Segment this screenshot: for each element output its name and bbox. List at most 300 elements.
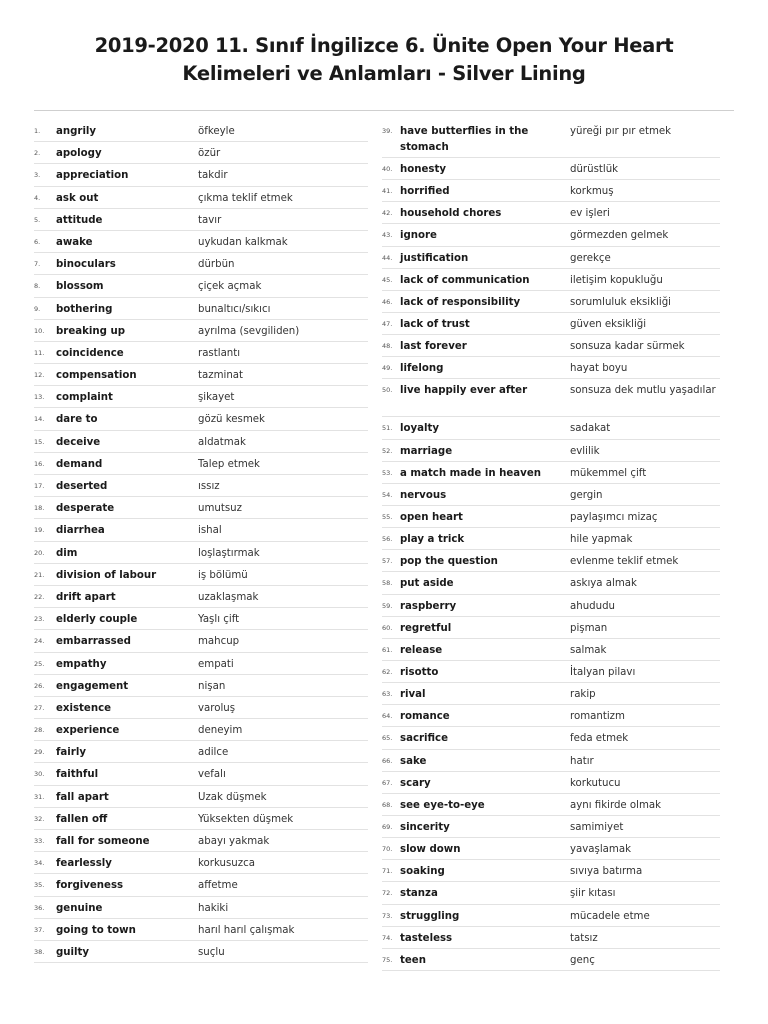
turkish-meaning: uzaklaşmak bbox=[198, 591, 259, 603]
english-word: scary bbox=[400, 777, 431, 789]
vocab-row bbox=[34, 164, 368, 186]
turkish-meaning: Talep etmek bbox=[198, 458, 260, 470]
turkish-meaning: uykudan kalkmak bbox=[198, 236, 288, 248]
english-word: lack of communication bbox=[400, 274, 530, 286]
turkish-meaning: dürbün bbox=[198, 259, 235, 271]
turkish-meaning: Yüksekten düşmek bbox=[198, 813, 294, 825]
vocab-row bbox=[34, 786, 368, 808]
row-number: 51. bbox=[382, 424, 393, 433]
english-word: genuine bbox=[56, 902, 103, 914]
vocab-row bbox=[382, 247, 720, 269]
vocab-row bbox=[382, 462, 720, 484]
row-number: 29. bbox=[34, 748, 45, 757]
vocab-row bbox=[382, 905, 720, 927]
turkish-meaning: ishal bbox=[198, 525, 222, 537]
row-number: 16. bbox=[34, 459, 45, 468]
vocab-row bbox=[382, 727, 720, 749]
turkish-meaning: umutsuz bbox=[198, 503, 242, 515]
vocab-row bbox=[382, 506, 720, 528]
vocab-row bbox=[34, 564, 368, 586]
english-word: bothering bbox=[56, 303, 113, 315]
turkish-meaning: harıl harıl çalışmak bbox=[198, 924, 295, 936]
english-word: fall for someone bbox=[56, 836, 150, 847]
turkish-meaning: sıvıya batırma bbox=[570, 866, 643, 878]
row-number: 20. bbox=[34, 548, 45, 557]
vocab-row bbox=[382, 528, 720, 550]
row-number: 64. bbox=[382, 712, 393, 721]
turkish-meaning: rastlantı bbox=[198, 347, 241, 359]
english-word: honesty bbox=[400, 164, 446, 175]
english-word: binoculars bbox=[56, 259, 116, 271]
turkish-meaning: varoluş bbox=[198, 702, 236, 714]
vocab-row bbox=[34, 497, 368, 519]
row-number: 36. bbox=[34, 903, 45, 912]
turkish-meaning: abayı yakmak bbox=[198, 836, 270, 847]
turkish-meaning: mücadele etme bbox=[570, 910, 650, 922]
row-number: 21. bbox=[34, 570, 45, 579]
vocab-row bbox=[34, 675, 368, 697]
turkish-meaning: salmak bbox=[570, 644, 607, 656]
turkish-meaning: sonsuza kadar sürmek bbox=[570, 341, 685, 353]
english-word: last forever bbox=[400, 341, 467, 353]
turkish-meaning: pişman bbox=[570, 622, 608, 634]
english-word: rival bbox=[400, 689, 426, 701]
vocab-row bbox=[382, 291, 720, 313]
turkish-meaning: mükemmel çift bbox=[570, 467, 647, 479]
turkish-meaning: korkusuzca bbox=[198, 858, 255, 870]
row-number: 31. bbox=[34, 792, 45, 801]
turkish-meaning: affetme bbox=[198, 880, 238, 892]
title-divider bbox=[34, 110, 734, 111]
vocab-row bbox=[382, 816, 720, 838]
turkish-meaning: korkutucu bbox=[570, 777, 621, 789]
english-word: drift apart bbox=[56, 591, 116, 603]
turkish-meaning: korkmuş bbox=[570, 186, 614, 198]
row-number: 19. bbox=[34, 526, 45, 535]
turkish-meaning: aynı fikirde olmak bbox=[570, 799, 662, 811]
turkish-meaning: İtalyan pilavı bbox=[570, 666, 636, 678]
vocab-row bbox=[382, 440, 720, 462]
turkish-meaning: hile yapmak bbox=[570, 534, 633, 546]
english-word: going to town bbox=[56, 924, 136, 936]
english-word: embarrassed bbox=[56, 636, 131, 648]
english-word: lack of trust bbox=[400, 318, 470, 330]
english-word: raspberry bbox=[400, 600, 457, 612]
turkish-meaning: tatsız bbox=[570, 932, 598, 944]
row-number: 53. bbox=[382, 468, 393, 477]
row-number: 70. bbox=[382, 845, 393, 854]
row-number: 58. bbox=[382, 579, 393, 588]
vocab-row bbox=[382, 357, 720, 379]
english-word: nervous bbox=[400, 489, 447, 501]
turkish-meaning: bunaltıcı/sıkıcı bbox=[198, 303, 271, 315]
row-number: 55. bbox=[382, 512, 393, 521]
row-number: 65. bbox=[382, 734, 393, 743]
english-word: justification bbox=[400, 252, 469, 264]
row-number: 14. bbox=[34, 415, 45, 424]
row-number: 61. bbox=[382, 645, 393, 654]
vocab-row bbox=[34, 808, 368, 830]
row-number: 43. bbox=[382, 231, 393, 240]
english-word: fairly bbox=[56, 747, 86, 759]
turkish-meaning: güven eksikliği bbox=[570, 318, 647, 330]
turkish-meaning: görmezden gelmek bbox=[570, 230, 669, 242]
vocab-row bbox=[382, 882, 720, 904]
vocab-row bbox=[382, 683, 720, 705]
turkish-meaning: vefalı bbox=[198, 769, 226, 781]
vocab-row bbox=[382, 639, 720, 661]
english-word: open heart bbox=[400, 511, 463, 523]
row-number: 34. bbox=[34, 859, 45, 868]
english-word: deceive bbox=[56, 436, 101, 448]
vocab-row bbox=[382, 750, 720, 772]
turkish-meaning: gözü kesmek bbox=[198, 414, 265, 426]
row-number: 49. bbox=[382, 364, 393, 373]
turkish-meaning: evlilik bbox=[570, 445, 600, 457]
english-word: desperate bbox=[56, 503, 115, 515]
english-word: appreciation bbox=[56, 170, 129, 182]
turkish-meaning: dürüstlük bbox=[570, 164, 619, 175]
turkish-meaning: sonsuza dek mutlu yaşadılar bbox=[570, 385, 716, 397]
turkish-meaning: şikayet bbox=[198, 392, 235, 404]
row-number: 8. bbox=[34, 282, 41, 291]
vocab-row bbox=[34, 342, 368, 364]
row-number: 46. bbox=[382, 297, 393, 306]
vocab-row bbox=[34, 897, 368, 919]
vocab-row bbox=[382, 224, 720, 246]
english-word: put aside bbox=[400, 578, 454, 590]
row-number: 66. bbox=[382, 756, 393, 765]
turkish-meaning: hayat boyu bbox=[570, 363, 628, 375]
vocab-row bbox=[382, 417, 720, 439]
row-number: 67. bbox=[382, 778, 393, 787]
row-number: 24. bbox=[34, 637, 45, 646]
vocab-row bbox=[34, 453, 368, 475]
turkish-meaning: çıkma teklif etmek bbox=[198, 192, 293, 204]
english-word: existence bbox=[56, 702, 112, 714]
english-word: ignore bbox=[400, 230, 437, 242]
row-number: 38. bbox=[34, 947, 45, 956]
row-number: 63. bbox=[382, 690, 393, 699]
vocab-row bbox=[382, 379, 720, 417]
turkish-meaning: adilce bbox=[198, 747, 229, 759]
row-number: 27. bbox=[34, 703, 45, 712]
vocab-row bbox=[382, 617, 720, 639]
english-word: breaking up bbox=[56, 325, 126, 337]
row-number: 44. bbox=[382, 253, 393, 262]
english-word: romance bbox=[400, 711, 450, 723]
row-number: 4. bbox=[34, 193, 41, 202]
english-word: angrily bbox=[56, 126, 97, 137]
english-word: see eye-to-eye bbox=[400, 799, 485, 811]
vocab-row bbox=[382, 269, 720, 291]
turkish-meaning: empati bbox=[198, 658, 234, 670]
vocab-row bbox=[382, 772, 720, 794]
english-word: fallen off bbox=[56, 813, 108, 825]
english-word: sake bbox=[400, 755, 427, 767]
page-title: 2019-2020 11. Sınıf İngilizce 6. Ünite Open Your Heart Kelimeleri ve Anlamları - Silver Lining bbox=[94, 34, 674, 85]
vocab-row bbox=[34, 719, 368, 741]
vocab-row bbox=[34, 431, 368, 453]
english-word: coincidence bbox=[56, 347, 124, 359]
vocab-row bbox=[34, 187, 368, 209]
row-number: 7. bbox=[34, 260, 41, 269]
english-word: sacrifice bbox=[400, 733, 448, 745]
english-word: slow down bbox=[400, 844, 461, 856]
turkish-meaning: tavır bbox=[198, 214, 222, 226]
english-word: pop the question bbox=[400, 556, 498, 568]
row-number: 15. bbox=[34, 437, 45, 446]
row-number: 41. bbox=[382, 187, 393, 196]
english-word: guilty bbox=[56, 946, 90, 958]
english-word: live happily ever after bbox=[400, 385, 528, 397]
turkish-meaning: samimiyet bbox=[570, 821, 624, 833]
row-number: 32. bbox=[34, 814, 45, 823]
english-word: a match made in heaven bbox=[400, 467, 541, 479]
vocab-row bbox=[34, 386, 368, 408]
row-number: 45. bbox=[382, 275, 393, 284]
vocab-row bbox=[382, 158, 720, 180]
english-word: release bbox=[400, 644, 443, 656]
row-number: 73. bbox=[382, 911, 393, 920]
vocab-row bbox=[34, 741, 368, 763]
english-word: diarrhea bbox=[56, 525, 105, 537]
english-word: deserted bbox=[56, 481, 108, 492]
vocab-row bbox=[34, 120, 368, 142]
row-number: 13. bbox=[34, 393, 45, 402]
turkish-meaning: hatır bbox=[570, 755, 594, 767]
vocab-row bbox=[382, 313, 720, 335]
english-word: complaint bbox=[56, 392, 113, 404]
vocab-row bbox=[34, 852, 368, 874]
vocab-row bbox=[34, 298, 368, 320]
turkish-meaning: çiçek açmak bbox=[198, 281, 262, 293]
english-word: teen bbox=[400, 954, 426, 966]
english-word: tasteless bbox=[400, 932, 453, 944]
english-word: play a trick bbox=[400, 534, 465, 546]
row-number: 47. bbox=[382, 319, 393, 328]
turkish-meaning: Yaşlı çift bbox=[198, 614, 240, 626]
turkish-meaning: loşlaştırmak bbox=[198, 547, 260, 559]
row-number: 59. bbox=[382, 601, 393, 610]
row-number: 30. bbox=[34, 770, 45, 779]
row-number: 56. bbox=[382, 535, 393, 544]
english-word: struggling bbox=[400, 910, 460, 922]
turkish-meaning: özür bbox=[198, 148, 221, 160]
vocab-row bbox=[34, 919, 368, 941]
vocab-row bbox=[34, 209, 368, 231]
turkish-meaning: romantizm bbox=[570, 711, 625, 723]
row-number: 11. bbox=[34, 348, 45, 357]
english-word: attitude bbox=[56, 214, 103, 226]
turkish-meaning: ev işleri bbox=[570, 208, 610, 220]
row-number: 25. bbox=[34, 659, 45, 668]
row-number: 28. bbox=[34, 726, 45, 735]
vocab-row bbox=[34, 364, 368, 386]
vocab-row bbox=[382, 927, 720, 949]
vocabulary-list-right bbox=[382, 120, 720, 971]
row-number: 69. bbox=[382, 822, 393, 831]
row-number: 1. bbox=[34, 127, 41, 135]
vocab-row bbox=[382, 949, 720, 971]
vocab-row bbox=[34, 253, 368, 275]
row-number: 71. bbox=[382, 867, 393, 876]
turkish-meaning: sorumluluk eksikliği bbox=[570, 296, 671, 308]
row-number: 33. bbox=[34, 837, 45, 845]
vocab-row bbox=[34, 142, 368, 164]
turkish-meaning: tazminat bbox=[198, 370, 244, 382]
vocab-row bbox=[34, 941, 368, 963]
row-number: 62. bbox=[382, 667, 393, 676]
vocab-row bbox=[382, 202, 720, 224]
turkish-meaning: iletişim kopukluğu bbox=[570, 274, 663, 286]
english-word: empathy bbox=[56, 658, 107, 670]
turkish-meaning: Uzak düşmek bbox=[198, 791, 267, 803]
vocab-row bbox=[34, 630, 368, 652]
vocab-row bbox=[382, 838, 720, 860]
english-word: division of labour bbox=[56, 569, 157, 581]
turkish-meaning: hakiki bbox=[198, 902, 229, 914]
english-word: regretful bbox=[400, 622, 452, 634]
vocab-row bbox=[34, 586, 368, 608]
turkish-meaning: gergin bbox=[570, 489, 603, 501]
english-word: loyalty bbox=[400, 423, 440, 435]
vocab-row bbox=[34, 275, 368, 297]
english-word: stanza bbox=[400, 888, 438, 900]
row-number: 3. bbox=[34, 171, 41, 180]
english-word: dare to bbox=[56, 414, 98, 426]
row-number: 6. bbox=[34, 237, 41, 246]
row-number: 57. bbox=[382, 557, 393, 566]
vocab-row bbox=[34, 475, 368, 497]
turkish-meaning: feda etmek bbox=[570, 733, 629, 745]
english-word: dim bbox=[56, 547, 78, 559]
row-number: 72. bbox=[382, 889, 393, 898]
row-number: 35. bbox=[34, 881, 45, 890]
turkish-meaning: rakip bbox=[570, 689, 596, 701]
english-word: fall apart bbox=[56, 791, 109, 803]
row-number: 68. bbox=[382, 800, 393, 809]
turkish-meaning: nişan bbox=[198, 680, 226, 692]
turkish-meaning: suçlu bbox=[198, 946, 225, 958]
turkish-meaning: ayrılma (sevgiliden) bbox=[198, 325, 300, 337]
row-number: 9. bbox=[34, 304, 41, 313]
turkish-meaning: evlenme teklif etmek bbox=[570, 556, 679, 568]
vocab-row bbox=[34, 542, 368, 564]
english-word: experience bbox=[56, 725, 120, 737]
row-number: 50. bbox=[382, 386, 393, 395]
row-number: 12. bbox=[34, 371, 45, 380]
vocab-row bbox=[382, 794, 720, 816]
row-number: 52. bbox=[382, 446, 393, 455]
turkish-meaning: yüreği pır pır etmek bbox=[570, 126, 672, 137]
english-word: household chores bbox=[400, 208, 502, 220]
row-number: 60. bbox=[382, 623, 393, 632]
english-word: elderly couple bbox=[56, 614, 138, 626]
vocab-row bbox=[34, 408, 368, 430]
turkish-meaning: iş bölümü bbox=[198, 569, 248, 581]
row-number: 54. bbox=[382, 490, 393, 499]
row-number: 17. bbox=[34, 482, 45, 490]
english-word: engagement bbox=[56, 680, 129, 692]
vocab-row bbox=[382, 484, 720, 506]
vocab-row bbox=[34, 320, 368, 342]
turkish-meaning: şiir kıtası bbox=[570, 888, 616, 900]
vocab-row bbox=[34, 763, 368, 785]
turkish-meaning: ıssız bbox=[198, 481, 220, 492]
vocab-row bbox=[382, 572, 720, 594]
vocab-row bbox=[382, 335, 720, 357]
turkish-meaning: genç bbox=[570, 954, 595, 966]
english-word: soaking bbox=[400, 866, 445, 878]
turkish-meaning: ahududu bbox=[570, 600, 616, 612]
row-number: 75. bbox=[382, 955, 393, 964]
vocab-row bbox=[34, 608, 368, 630]
turkish-meaning: takdir bbox=[198, 170, 228, 182]
english-word: faithful bbox=[56, 769, 99, 781]
row-number: 37. bbox=[34, 925, 45, 934]
vocab-row bbox=[34, 874, 368, 896]
row-number: 5. bbox=[34, 215, 41, 224]
vocab-row bbox=[382, 595, 720, 617]
english-word: lifelong bbox=[400, 363, 444, 375]
vocab-row bbox=[382, 180, 720, 202]
english-word: have butterflies in the stomach bbox=[400, 126, 529, 153]
english-word: compensation bbox=[56, 370, 137, 382]
row-number: 39. bbox=[382, 127, 393, 135]
turkish-meaning: deneyim bbox=[198, 725, 243, 737]
turkish-meaning: paylaşımcı mizaç bbox=[570, 511, 658, 523]
english-word: forgiveness bbox=[56, 880, 124, 892]
vocab-row bbox=[34, 653, 368, 675]
english-word: lack of responsibility bbox=[400, 296, 521, 308]
vocab-row bbox=[382, 860, 720, 882]
english-word: awake bbox=[56, 236, 93, 248]
row-number: 74. bbox=[382, 933, 393, 942]
vocab-row bbox=[382, 661, 720, 683]
english-word: demand bbox=[56, 458, 103, 470]
turkish-meaning: askıya almak bbox=[570, 578, 637, 590]
row-number: 22. bbox=[34, 592, 45, 601]
vocab-row bbox=[382, 550, 720, 572]
english-word: risotto bbox=[400, 666, 439, 678]
turkish-meaning: sadakat bbox=[570, 423, 611, 435]
vocab-row bbox=[34, 231, 368, 253]
vocab-row bbox=[34, 697, 368, 719]
row-number: 10. bbox=[34, 326, 45, 335]
row-number: 40. bbox=[382, 165, 393, 173]
vocab-row bbox=[382, 120, 720, 158]
row-number: 26. bbox=[34, 681, 45, 690]
turkish-meaning: yavaşlamak bbox=[570, 844, 631, 856]
turkish-meaning: aldatmak bbox=[198, 436, 246, 448]
english-word: apology bbox=[56, 148, 102, 160]
row-number: 2. bbox=[34, 149, 41, 158]
english-word: ask out bbox=[56, 192, 99, 204]
english-word: blossom bbox=[56, 281, 104, 293]
turkish-meaning: mahcup bbox=[198, 636, 240, 648]
row-number: 23. bbox=[34, 615, 45, 624]
row-number: 48. bbox=[382, 342, 393, 351]
vocabulary-list-left bbox=[34, 120, 368, 963]
turkish-meaning: öfkeyle bbox=[198, 126, 235, 137]
row-number: 42. bbox=[382, 209, 393, 218]
vocab-row bbox=[34, 830, 368, 852]
english-word: marriage bbox=[400, 445, 453, 457]
turkish-meaning: gerekçe bbox=[570, 252, 611, 264]
english-word: sincerity bbox=[400, 821, 450, 833]
english-word: horrified bbox=[400, 186, 450, 198]
